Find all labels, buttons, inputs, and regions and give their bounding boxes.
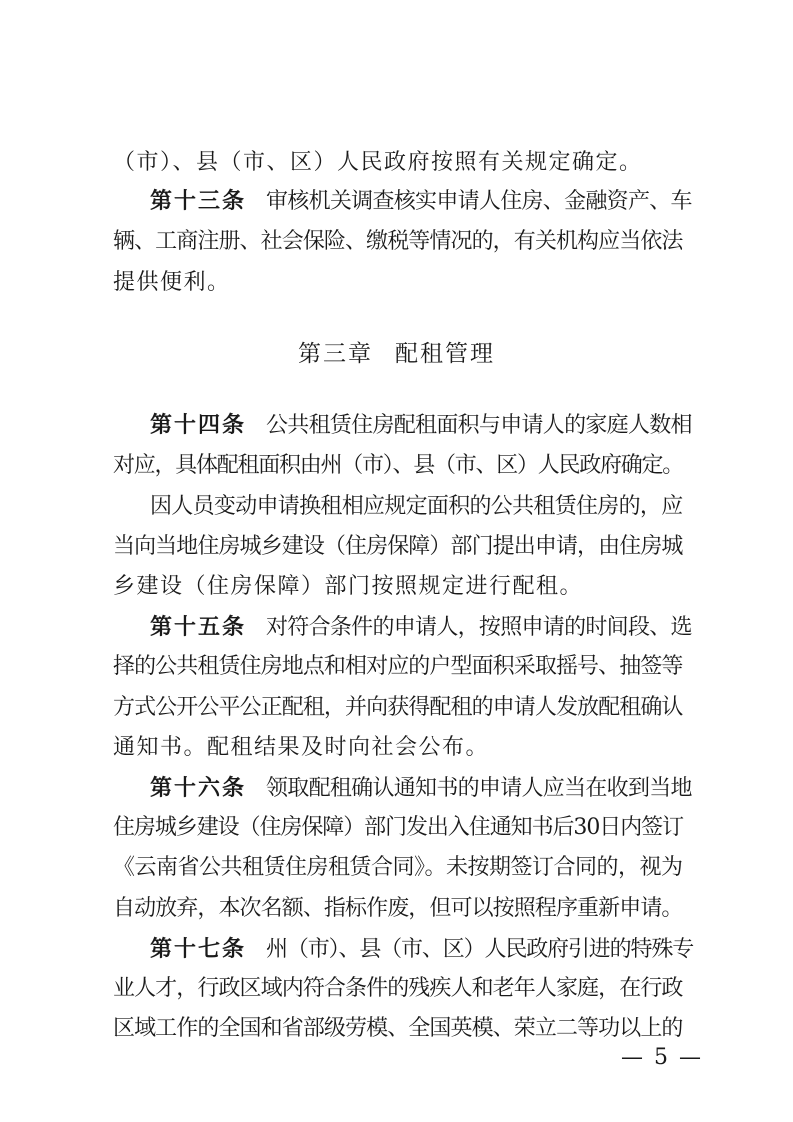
line-text: 公共租赁住房配租面积与申请人的家庭人数相 (266, 413, 692, 438)
article-14-first-line (150, 410, 692, 440)
paragraph-line (113, 652, 683, 682)
paragraph-line (113, 853, 683, 883)
line-text: 《云南省公共租赁住房租赁合同》。未按期签订合同的，视为 (113, 855, 683, 880)
line-text: 州（市）、县（市、区）人民政府引进的特殊专 (266, 937, 694, 962)
paragraph-line (113, 148, 683, 178)
line-text: 当向当地住房城乡建设（住房保障）部门提出申请，由住房城 (113, 534, 683, 559)
paragraph-line (113, 451, 683, 481)
paragraph-line (113, 572, 683, 602)
paragraph-line (113, 974, 683, 1004)
line-text: 提供便利。 (113, 270, 231, 295)
article-15-label: 第十五条 (150, 614, 247, 640)
article-15-first-line (150, 612, 692, 642)
article-13-label: 第十三条 (150, 188, 247, 214)
paragraph-line (113, 813, 683, 843)
article-17-first-line (150, 934, 694, 964)
line-text: （市）、县（市、区）人民政府按照有关规定确定。 (113, 150, 643, 175)
paragraph-line (113, 1014, 683, 1044)
line-text: 通知书。配租结果及时向社会公布。 (113, 735, 490, 760)
article-16-label: 第十六条 (150, 775, 247, 801)
chapter-title: 配租管理 (395, 341, 495, 367)
line-text: 因人员变动申请换租相应规定面积的公共租赁住房的，应 (150, 494, 683, 519)
line-text: 业人才，行政区域内符合条件的残疾人和老年人家庭，在行政 (113, 976, 683, 1001)
article-13-first-line (150, 186, 692, 216)
paragraph-line (113, 894, 683, 924)
paragraph-line (113, 532, 683, 562)
paragraph-line (113, 693, 683, 723)
page-number: — 5 — (621, 1045, 703, 1070)
chapter-number: 第三章 (298, 341, 373, 367)
line-text: 对符合条件的申请人，按照申请的时间段、选 (266, 615, 692, 640)
line-text: 区域工作的全国和省部级劳模、全国英模、荣立二等功以上的 (113, 1016, 683, 1041)
line-text: 领取配租确认通知书的申请人应当在收到当地 (266, 776, 692, 801)
chapter-heading (0, 339, 793, 369)
line-text: 择的公共租赁住房地点和相对应的户型面积采取摇号、抽签等 (113, 654, 683, 679)
line-text: 住房城乡建设（住房保障）部门发出入住通知书后30日内签订 (113, 815, 683, 840)
paragraph-first-line (150, 492, 683, 522)
line-text: 审核机关调查核实申请人住房、金融资产、车 (266, 189, 692, 214)
line-text: 自动放弃，本次名额、指标作废，但可以按照程序重新申请。 (113, 896, 683, 921)
line-text: 对应，具体配租面积由州（市）、县（市、区）人民政府确定。 (113, 453, 684, 478)
article-17-label: 第十七条 (150, 936, 247, 962)
paragraph-line (113, 268, 683, 298)
paragraph-line (113, 227, 683, 257)
line-text: 方式公开公平公正配租，并向获得配租的申请人发放配租确认 (113, 695, 683, 720)
article-14-label: 第十四条 (150, 412, 247, 438)
article-16-first-line (150, 773, 692, 803)
line-text: 乡建设（住房保障）部门按照规定进行配租。 (113, 574, 584, 599)
line-text: 辆、工商注册、社会保险、缴税等情况的，有关机构应当依法 (113, 229, 683, 254)
paragraph-line (113, 733, 683, 763)
